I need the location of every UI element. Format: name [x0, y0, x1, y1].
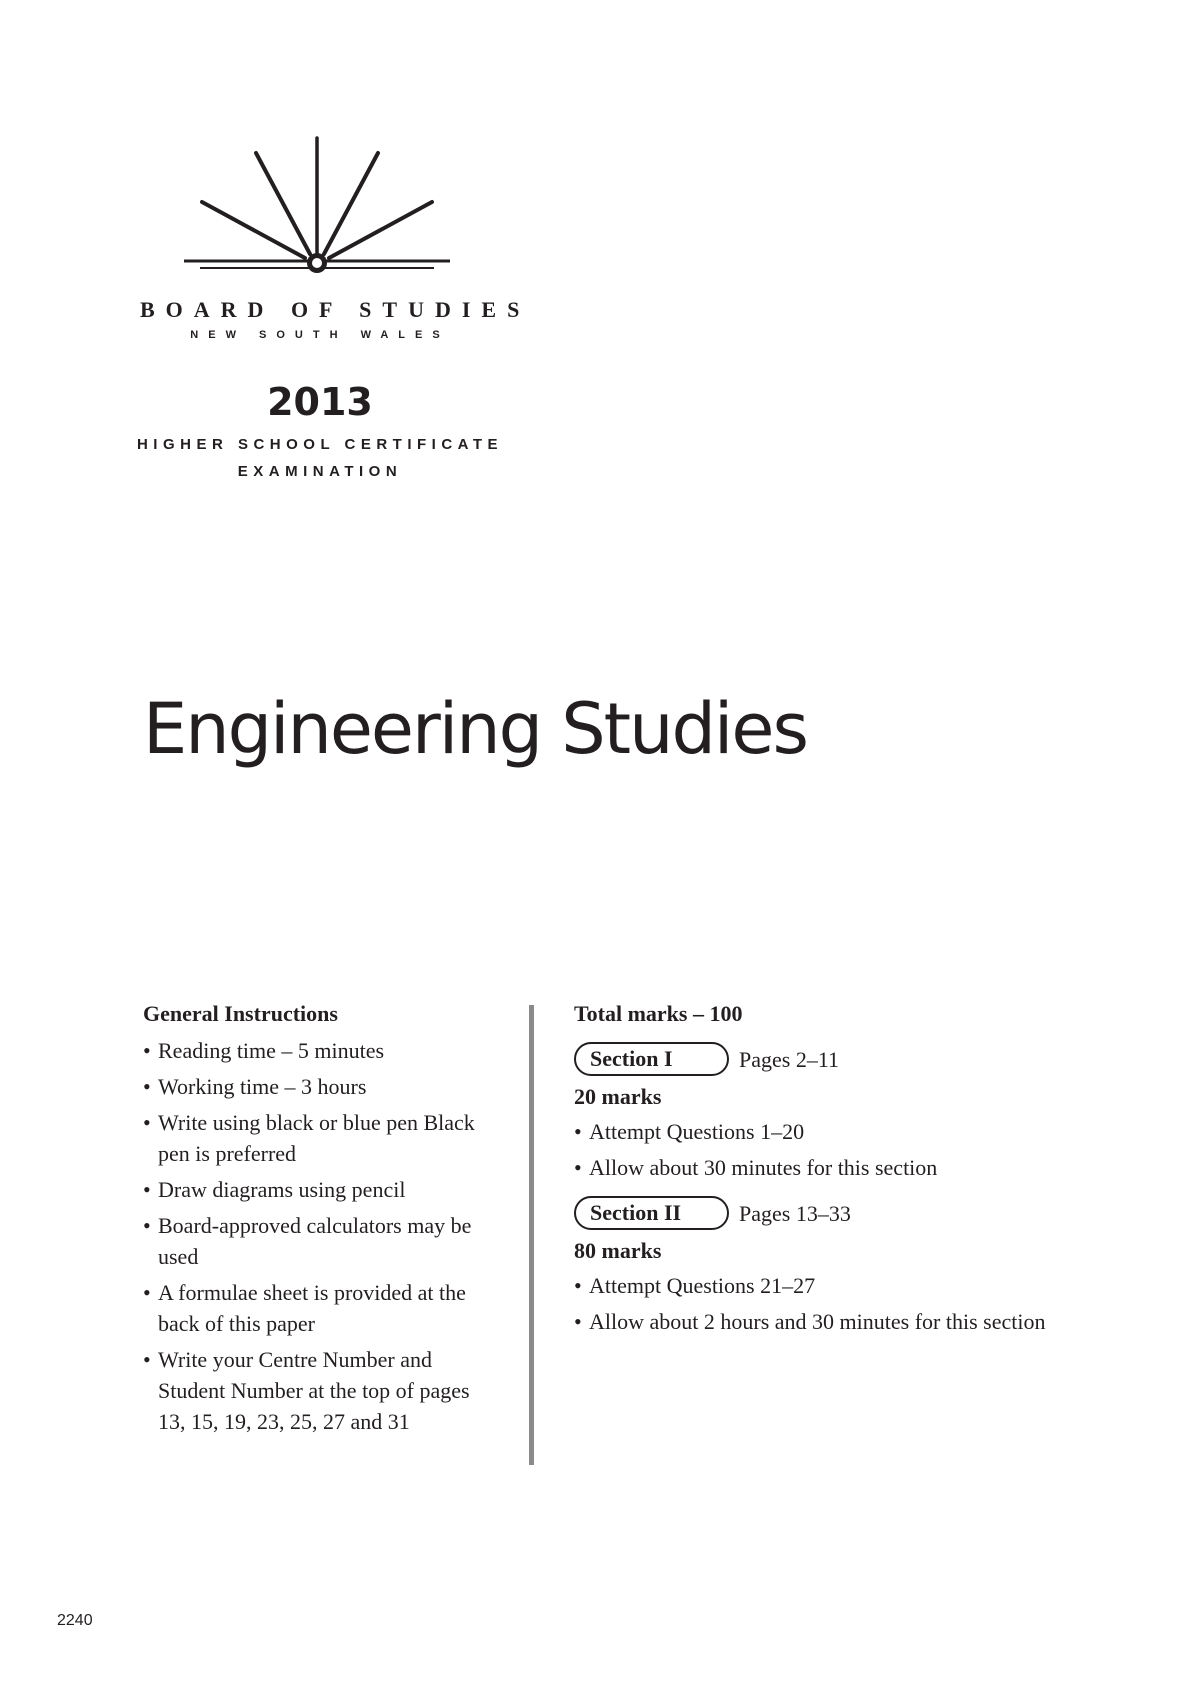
- list-item: • Attempt Questions 21–27: [574, 1270, 1054, 1301]
- section-1-row: [574, 1041, 1054, 1077]
- subject-title: Engineering Studies: [143, 688, 807, 770]
- section-1-badge: Section I: [574, 1042, 729, 1076]
- state-name: NEW SOUTH WALES: [190, 329, 450, 341]
- total-marks: Total marks – 100: [574, 1001, 743, 1026]
- section-1-marks: 20 marks: [574, 1084, 662, 1109]
- list-item: • Draw diagrams using pencil: [143, 1174, 498, 1205]
- list-item: • Board-approved calculators may be used: [143, 1210, 498, 1272]
- exam-type-line2: EXAMINATION: [237, 463, 403, 480]
- exam-year: 2013: [267, 380, 373, 424]
- list-item: • Working time – 3 hours: [143, 1071, 498, 1102]
- list-item: • A formulae sheet is provided at the back of this paper: [143, 1277, 498, 1339]
- section-2-list: [574, 1270, 1054, 1337]
- section-1-list: [574, 1116, 1054, 1183]
- section-2-pages: Pages 13–33: [739, 1200, 851, 1226]
- list-item: • Allow about 30 minutes for this section: [574, 1152, 1054, 1183]
- list-item: • Attempt Questions 1–20: [574, 1116, 1054, 1147]
- exam-type-line1: HIGHER SCHOOL CERTIFICATE: [136, 436, 504, 453]
- paper-code: 2240: [57, 1612, 93, 1629]
- list-item: • Reading time – 5 minutes: [143, 1035, 498, 1066]
- list-item: • Write your Centre Number and Student Number at the top of pages 13, 15, 19, 23, 25, 27 and 31: [143, 1344, 498, 1437]
- section-2-badge: Section II: [574, 1196, 729, 1230]
- board-name: BOARD OF STUDIES: [140, 297, 531, 322]
- section-1-pages: Pages 2–11: [739, 1046, 840, 1072]
- board-of-studies-logo: [180, 132, 460, 282]
- section-2-marks: 80 marks: [574, 1238, 662, 1263]
- section-2-row: [574, 1195, 1054, 1231]
- marks-summary: [574, 998, 1054, 1342]
- column-divider: [529, 1005, 534, 1465]
- general-instructions: [143, 998, 498, 1442]
- instructions-list: [143, 1035, 498, 1437]
- list-item: • Allow about 2 hours and 30 minutes for this section: [574, 1306, 1054, 1337]
- list-item: • Write using black or blue pen Black pen is preferred: [143, 1107, 498, 1169]
- general-instructions-heading: General Instructions: [143, 1001, 338, 1026]
